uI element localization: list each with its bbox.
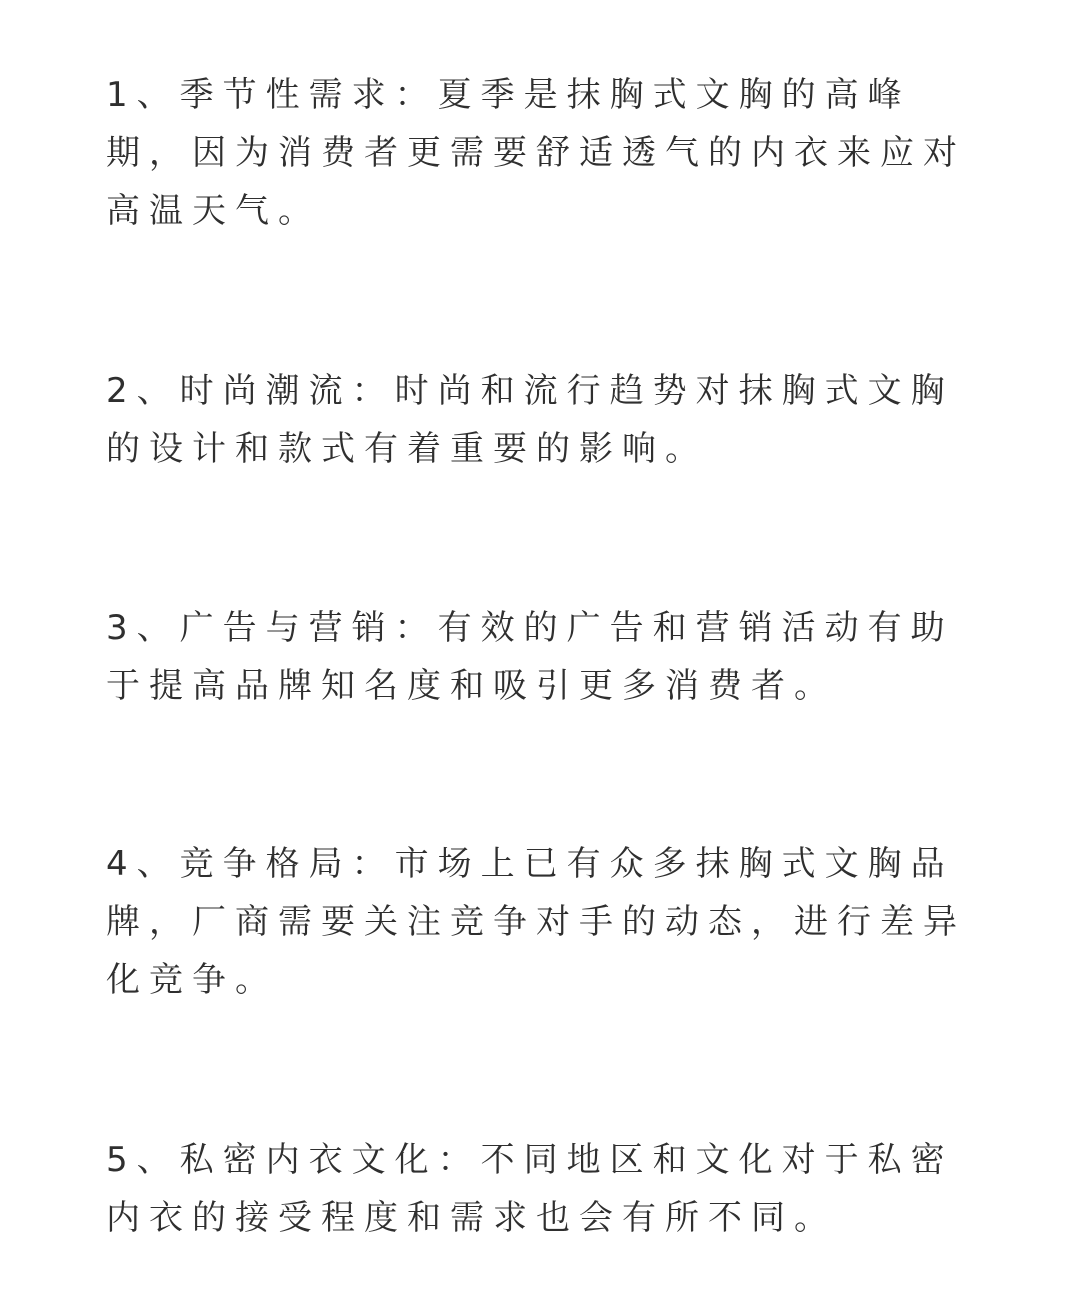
paragraph-seasonal-demand: 1、季节性需求：夏季是抹胸式文胸的高峰期，因为消费者更需要舒适透气的内衣来应对高温天气。 (106, 75, 966, 231)
paragraph-advertising-marketing: 3、广告与营销：有效的广告和营销活动有助于提高品牌知名度和吸引更多消费者。 (106, 608, 954, 706)
paragraph-competition: 4、竞争格局：市场上已有众多抹胸式文胸品牌，厂商需要关注竞争对手的动态，进行差异化竞争。 (106, 844, 966, 1000)
paragraph-lingerie-culture: 5、私密内衣文化：不同地区和文化对于私密内衣的接受程度和需求也会有所不同。 (106, 1140, 954, 1238)
paragraph-fashion-trends: 2、时尚潮流：时尚和流行趋势对抹胸式文胸的设计和款式有着重要的影响。 (106, 371, 954, 469)
